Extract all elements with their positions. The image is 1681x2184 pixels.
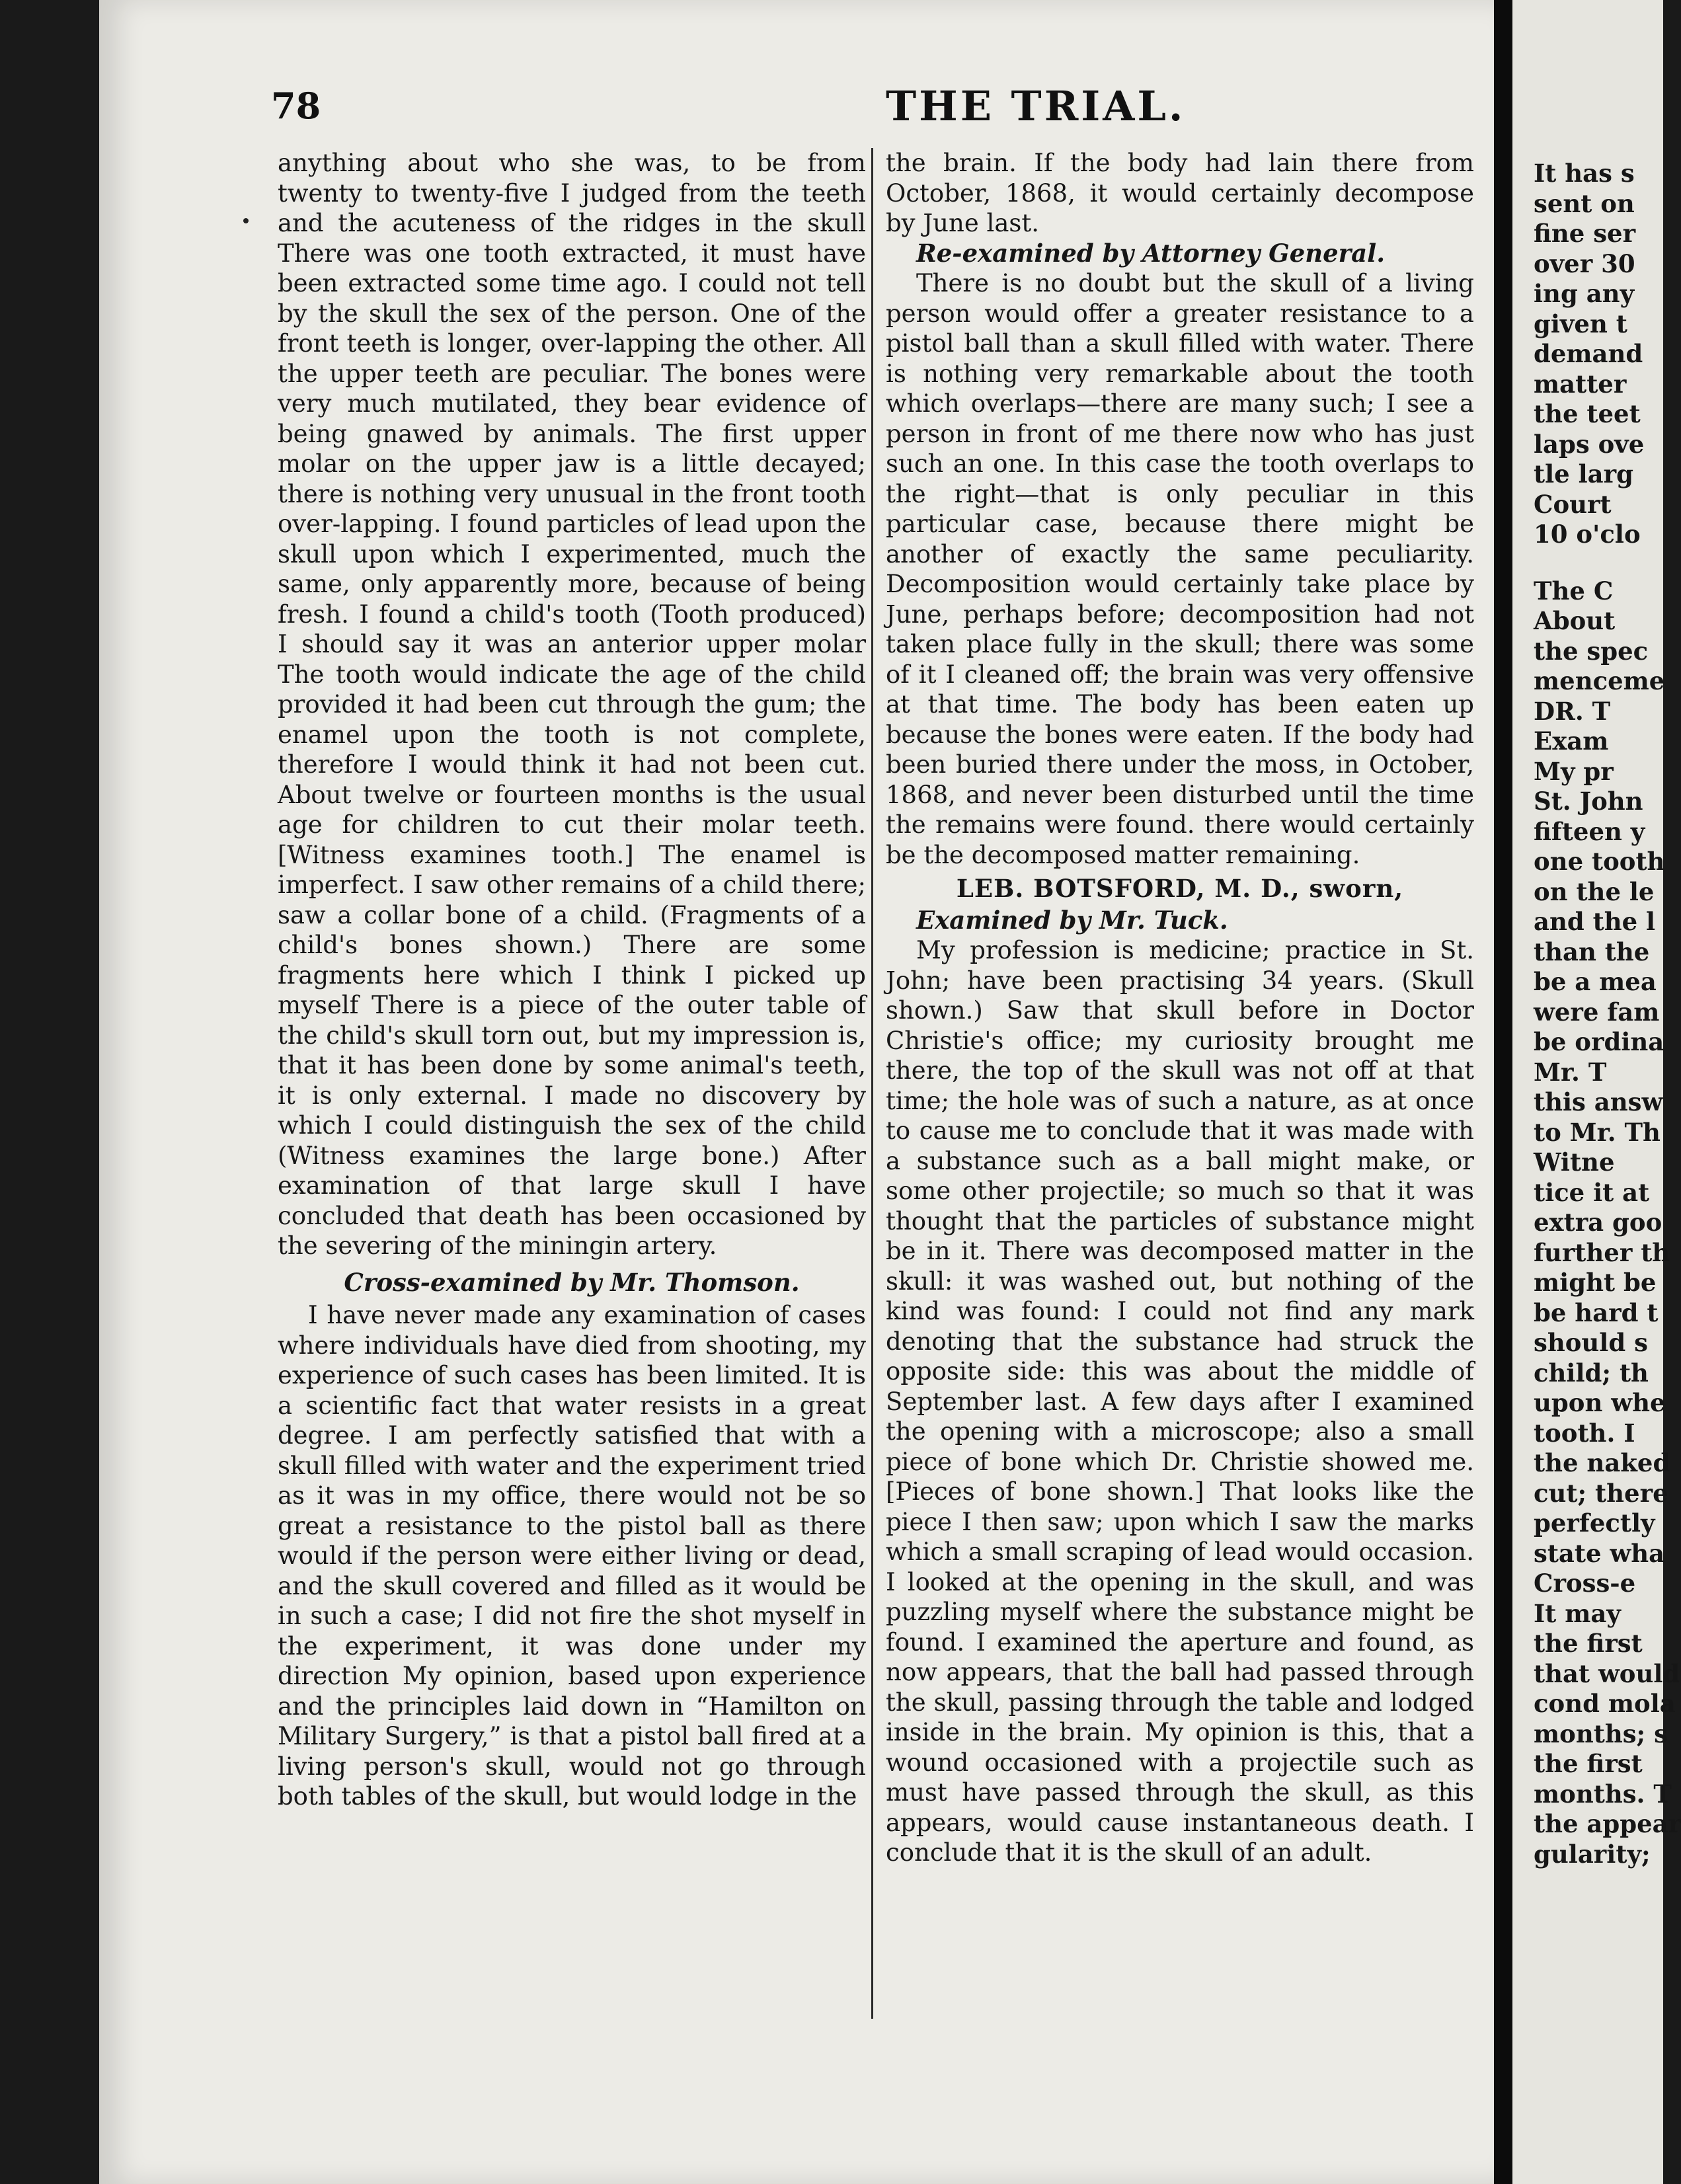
right-paragraph-3: My profession is medicine; practice in St. John; have been practising 34 years. (Skull shown.) Saw that skull before in Doctor Christie's office; my curiosity brought me there, the top of the skull was not off at that time; the hole was of such a nature, as at once to cause me to conclude that it was made with a substance such as a ball might make, or some other projectile; so much so that it was thought that the particles of substance might be in it. There was decomposed matter in the skull: it was washed out, but nothing of the kind was found: I could not find any mark denoting that the substance had struck the opposite side: this was about the middle of September last. A few days after I examined the opening with a microscope; also a small piece of bone which Dr. Christie showed me. [Pieces of bone shown.] That looks like the piece I then saw; upon which I saw the marks which a small scraping of lead would occasion. I looked at the opening in the skull, and was puzzling myself where the substance might be found. I examined the aperture and found, as now appears, that the ball had passed through the skull, passing through the table and lodged inside in the brain. My opinion is this, that a wound occasioned with a projectile such as must have passed through the skull, as this appears, would cause instantaneous death. I conclude that it is the skull of an adult.: [886, 936, 1474, 1867]
fragment-line: might be: [1534, 1268, 1657, 1297]
fragment-line: than the: [1534, 937, 1650, 966]
left-column: [278, 148, 866, 1812]
fragment-line: cut; there: [1534, 1478, 1668, 1508]
fragment-line: tice it at: [1534, 1177, 1650, 1207]
fragment-line: gularity;: [1534, 1839, 1651, 1869]
fragment-line: state wha: [1534, 1538, 1665, 1568]
right-paragraph-2: There is no doubt but the skull of a living person would offer a greater resistance to a pistol ball than a skull filled with water. There is nothing very remarkable about the tooth which overlaps—there are many such; I see a person in front of me there now who has just such an one. In this case the tooth overlaps to the right—that is only peculiar in this particular case, because there might be another of exactly the same peculiarity. Decomposition would certainly take place by June, perhaps before; decomposition had not taken place fully in the skull; there was some of it I cleaned off; the brain was very offensive at that time. The body has been eaten up because the bones were eaten. If the body had been buried there under the moss, in October, 1868, and never been disturbed until the time the remains were found. there would certainly be the decomposed matter remaining.: [886, 269, 1474, 869]
fragment-line: St. John: [1534, 787, 1643, 816]
fragment-line: Mr. T: [1534, 1057, 1607, 1087]
cross-examination-heading: Cross-examined by Mr. Thomson.: [344, 1267, 800, 1297]
running-head: THE TRIAL.: [886, 82, 1186, 130]
fragment-line: the spec: [1534, 636, 1649, 666]
adjacent-page-text: [1534, 159, 1681, 1869]
fragment-line: be hard t: [1534, 1298, 1659, 1327]
fragment-line: one tooth: [1534, 847, 1665, 876]
fragment-line: this answ: [1534, 1087, 1663, 1116]
witness-sworn-heading: LEB. BOTSFORD, M. D., sworn,: [956, 874, 1404, 903]
fragment-line: the first: [1534, 1749, 1643, 1778]
fragment-line: the appear: [1534, 1809, 1681, 1838]
fragment-line: be a mea: [1534, 967, 1657, 996]
adjacent-page: [1512, 0, 1681, 2184]
fragment-line: on the le: [1534, 877, 1655, 906]
fragment-line: be ordina: [1534, 1027, 1664, 1056]
examination-heading: Examined by Mr. Tuck.: [916, 905, 1228, 935]
fragment-line: fine ser: [1534, 219, 1636, 248]
fragment-line: ing any: [1534, 279, 1635, 308]
right-paragraph-1: the brain. If the body had lain there from October, 1868, it would certainly decompose by June last.: [886, 149, 1474, 237]
fragment-line: child; th: [1534, 1358, 1649, 1387]
fragment-line: matter: [1534, 369, 1627, 399]
fragment-line: over 30: [1534, 249, 1635, 278]
fragment-line: the teet: [1534, 399, 1641, 428]
fragment-line: the naked: [1534, 1448, 1670, 1477]
fragment-line: cond mola: [1534, 1689, 1676, 1718]
left-paragraph-2: I have never made any examination of cases where individuals have died from shooting, my experience of such cases has been limited. It is a scientific fact that water resists in a great degree. I am perfectly satisfied that with a skull filled with water and the experiment tried as it was in my office, there would not be so great a resistance to the pistol ball as there would if the person were either living or dead, and the skull covered and filled as it would be in such a case; I did not fire the shot myself in the experiment, it was done under my direction My opinion, based upon experience and the principles laid down in “Hamilton on Military Surgery,” is that a pistol ball fired at a living person's skull, would not go through both tables of the skull, but would lodge in the: [278, 1301, 866, 1811]
fragment-line: 10 o'clo: [1534, 520, 1641, 549]
fragment-line: menceme: [1534, 666, 1665, 695]
column-divider: [871, 148, 873, 2019]
margin-mark: [243, 218, 249, 223]
fragment-line: further th: [1534, 1237, 1670, 1267]
left-paragraph-1: anything about who she was, to be from twenty to twenty-five I judged from the teeth and the acuteness of the ridges in the skull There was one tooth extracted, it must have been extracted some time ago. I could not tell by the skull the sex of the person. One of the front teeth is longer, over-lapping the other. All the upper teeth are peculiar. The bones were very much mutilated, they bear evidence of being gnawed by animals. The first upper molar on the upper jaw is a little decayed; there is nothing very unusual in the front tooth over-lapping. I found particles of lead upon the skull upon which I experimented, much the same, only apparently more, because of being fresh. I found a child's tooth (Tooth produced) I should say it was an anterior upper molar The tooth would indicate the age of the child provided it had been cut through the gum; the enamel upon the tooth is not complete, therefore I would think it had not been cut. About twelve or fourteen months is the usual age for children to cut their molar teeth. [Witness examines tooth.] The enamel is imperfect. I saw other remains of a child there; saw a collar bone of a child. (Fragments of a child's bones shown.) There are some fragments here which I think I picked up myself There is a piece of the outer table of the child's skull torn out, but my impression is, that it has been done by some animal's teeth, it is only external. I made no discovery by which I could distinguish the sex of the child (Witness examines the large bone.) After examination of that large skull I have concluded that death has been occasioned by the severing of the miningin artery.: [278, 149, 866, 1260]
book-gutter: [1494, 0, 1512, 2184]
fragment-line: fifteen y: [1534, 816, 1645, 846]
fragment-line: to Mr. Th: [1534, 1117, 1661, 1147]
fragment-line: My pr: [1534, 756, 1614, 786]
fragment-line: upon whe: [1534, 1388, 1666, 1417]
fragment-line: should s: [1534, 1328, 1648, 1357]
fragment-line: About: [1534, 606, 1616, 635]
fragment-line: sent on: [1534, 188, 1635, 218]
fragment-line: Court: [1534, 489, 1612, 519]
fragment-line: given t: [1534, 309, 1627, 338]
fragment-line: laps ove: [1534, 429, 1645, 459]
page-number: 78: [271, 85, 321, 127]
fragment-line: extra goo: [1534, 1208, 1662, 1237]
fragment-line: the first: [1534, 1629, 1643, 1658]
fragment-line: that would: [1534, 1658, 1680, 1688]
fragment-line: and the l: [1534, 907, 1656, 936]
right-column: [886, 148, 1474, 1868]
fragment-line: DR. T: [1534, 696, 1611, 726]
fragment-line: tooth. I: [1534, 1418, 1635, 1448]
fragment-line: perfectly: [1534, 1508, 1655, 1538]
fragment-line: Cross-e: [1534, 1569, 1636, 1598]
fragment-line: Witne: [1534, 1148, 1615, 1177]
fragment-line: were fam: [1534, 997, 1660, 1027]
re-examination-heading: Re-examined by Attorney General.: [916, 238, 1386, 268]
fragment-line: It may: [1534, 1598, 1621, 1628]
fragment-line: months. T: [1534, 1779, 1672, 1809]
fragment-line: tle larg: [1534, 459, 1633, 488]
fragment-line: demand: [1534, 339, 1643, 368]
fragment-line: Exam: [1534, 726, 1609, 756]
fragment-line: It has s: [1534, 159, 1635, 188]
fragment-line: months; s: [1534, 1719, 1668, 1748]
fragment-line: The C: [1534, 576, 1614, 605]
